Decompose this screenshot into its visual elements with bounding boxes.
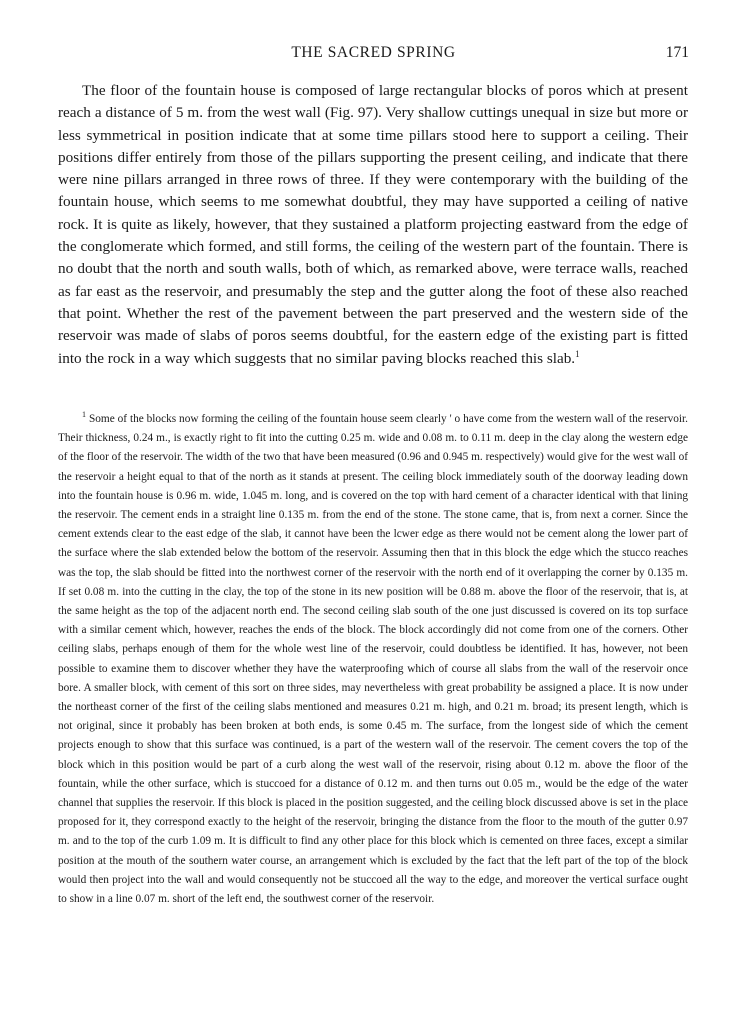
footnote-paragraph xyxy=(58,410,688,909)
body-paragraph xyxy=(58,80,688,370)
main-text xyxy=(58,80,688,370)
running-title: THE SACRED SPRING xyxy=(291,44,456,61)
footnote xyxy=(58,410,688,909)
footnote-text: Some of the blocks now forming the ceiling of the fountain house seem clearly ' o have come from the western wall of the reservoir. Their thickness, 0.24 m., is exactly right to fit into the cutting 0.25 m. wide and 0.08 m. to 0.11 m. deep in the clay along the western edge of the floor of the reservoir. The width of the two that have been measured (0.96 and 0.945 m. respectively) would give for the west wall of the reservoir a height equal to that of the north as it stands at present. The ceiling block immediately south of the doorway leading down into the fountain house is 0.96 m. wide, 1.045 m. long, and is covered on the top with hard cement of a character identical with that lining the reservoir. The cement ends in a straight line 0.135 m. from the end of the stone. The stone came, that is, from next a corner. Since the cement extends clear to the east edge of the slab, it cannot have been the lcwer edge as there would not be cement along the lower part of the surface where the slab extended below the bottom of the reservoir. Assuming then that in this block the edge which the stucco reaches was the top, the slab should be fitted into the northwest corner of the reservoir with the north end of it overlapping the corner by 0.135 m. If set 0.08 m. into the cutting in the clay, the top of the stone in its new position will be 0.88 m. above the floor of the reservoir, that is, at the same height as the top of the adjacent north end. The second ceiling slab south of the one just discussed is covered on its top surface with a similar cement which, however, reaches the ends of the block. The block accordingly did not come from one of the corners. Other ceiling slabs, perhaps enough of them for the whole west line of the reservoir, could doubtless be identified. It has, however, not been possible to examine them to discover whether they have the waterproofing which of course all slabs from the wall of the reservoir once bore. A smaller block, with cement of this sort on three sides, may nevertheless with great probability be assigned a place. It is now under the northeast corner of the first of the ceiling slabs mentioned and measures 0.21 m. high, and 0.21 m. broad; its present length, which is not original, since it probably has been broken at both ends, is some 0.45 m. The surface, from the longest side of which the cement projects enough to show that this surface was continued, is a part of the western wall of the reservoir. The cement covers the top of the block which in this position would be part of a curb along the west wall of the reservoir, rising about 0.12 m. above the floor of the fountain, while the other surface, which is stuccoed for a distance of 0.12 m. and then turns out 0.05 m., would be the edge of the water channel that supplies the reservoir. If this block is placed in the position suggested, and the ceiling block discussed above is set in the place proposed for it, they correspond exactly to the height of the reservoir, bringing the distance from the floor to the mouth of the gutter 0.97 m. and to the top of the curb 1.09 m. It is difficult to find any other place for this block which is cemented on three faces, except a similar position at the mouth of the southern water course, an arrangement which is excluded by the fact that the left part of the top of the block would then project into the wall and would consequently not be stuccoed all the way to the edge, and moreover the vertical surface ought to show in a line 0.07 m. short of the left end, the southwest corner of the reservoir. xyxy=(58,413,688,906)
footnote-marker: 1 xyxy=(82,410,86,420)
footnote-reference: 1 xyxy=(575,348,580,359)
paragraph-text: The floor of the fountain house is composed of large rectangular blocks of poros which at present reach a distance of 5 m. from the west wall (Fig. 97). Very shallow cuttings unequal in size but more or less symmetrical in position indicate that at some time pillars stood here to support a ceiling. Their positions differ entirely from those of the pillars supporting the present ceiling, and indicate that there were nine pillars arranged in three rows of three. If they were contemporary with the building of the fountain house, which seems to me somewhat doubtful, they may have supported a ceiling of native rock. It is quite as likely, however, that they sustained a platform projecting eastward from the edge of the conglomerate which formed, and still forms, the ceiling of the western part of the fountain. There is no doubt that the north and south walls, both of which, as remarked above, were terrace walls, reached as far east as the reservoir, and presumably the step and the gutter along the foot of these also reached that point. Whether the rest of the pavement between the part preserved and the western side of the reservoir was made of slabs of poros seems doubtful, for the eastern edge of the existing part is fitted into the rock in a way which suggests that no similar paving blocks reached this slab. xyxy=(58,82,688,367)
page-header xyxy=(0,44,747,66)
page-number: 171 xyxy=(665,44,689,61)
